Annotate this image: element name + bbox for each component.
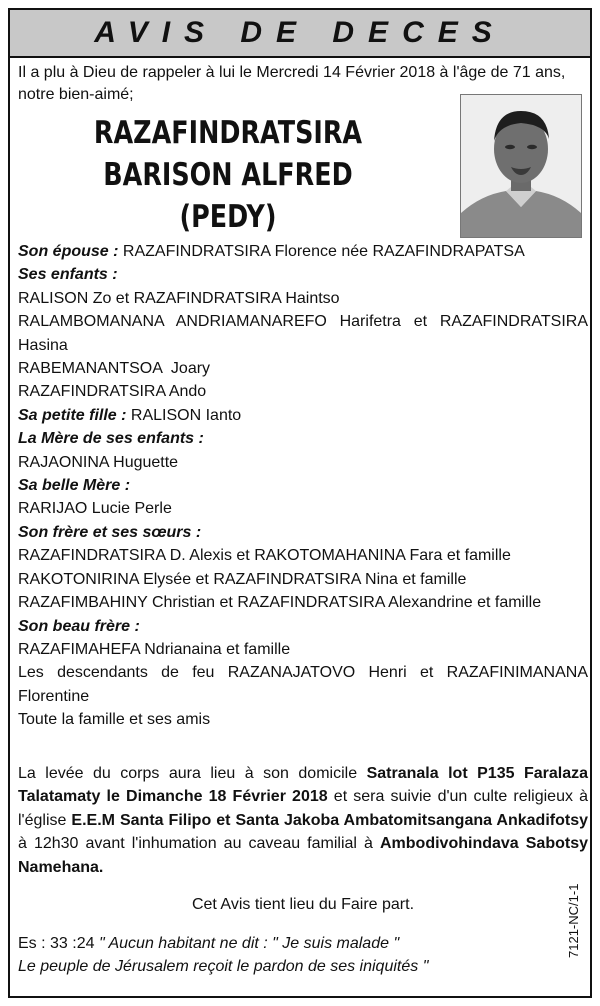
deceased-name-line-3: (PEDY) xyxy=(179,199,277,235)
title-bar xyxy=(10,10,590,58)
sibling-entry: RAZAFINDRATSIRA D. Alexis et RAKOTOMAHANINA Fara et famille xyxy=(18,547,511,565)
reference-code: 7121-NC/1-1 xyxy=(566,883,581,958)
child-entry: RABEMANANTSOA Joary xyxy=(18,360,211,378)
sibling-entry: RAKOTONIRINA Elysée et RAZAFINDRATSIRA Nina et famille xyxy=(18,570,467,588)
ceremony-church: E.E.M Santa Filipo et Santa Jakoba Ambatomitsangana Ankadifotsy xyxy=(71,811,588,829)
mother-of-children-label: La Mère de ses enfants : xyxy=(18,430,204,448)
children-label: Ses enfants : xyxy=(18,266,118,284)
deceased-name xyxy=(56,112,400,238)
granddaughter-name: RALISON Ianto xyxy=(130,406,242,424)
child-entry: RALISON Zo et RAZAFINDRATSIRA Haintso xyxy=(18,289,340,307)
brother-in-law-name: RAZAFIMAHEFA Ndrianaina et famille xyxy=(18,640,291,658)
mother-in-law-label: Sa belle Mère : xyxy=(18,477,131,495)
child-entry: RALAMBOMANANA ANDRIAMANAREFO Harifetra et RAZAFINDRATSIRA Hasina xyxy=(18,313,588,354)
bible-verse xyxy=(18,932,558,978)
intro-line-2: notre bien-aimé; xyxy=(18,86,134,103)
page-title: AVIS DE DECES xyxy=(94,16,506,49)
verse-line-1 xyxy=(18,932,558,955)
spouse-row xyxy=(18,240,588,263)
granddaughter-label: Sa petite fille : xyxy=(18,406,127,424)
mother-in-law-name: RARIJAO Lucie Perle xyxy=(18,500,172,518)
verse-quote-1: " Aucun habitant ne dit : " Je suis malade " xyxy=(94,935,400,952)
deceased-name-line-1: RAZAFINDRATSIRA xyxy=(93,115,363,151)
child-entry: RAZAFINDRATSIRA Ando xyxy=(18,383,207,401)
deceased-name-line-2: BARISON ALFRED xyxy=(103,157,353,193)
ceremony-text-3: à 12h30 avant l'inhumation au caveau familial à xyxy=(18,835,380,853)
ceremony-paragraph xyxy=(18,762,588,879)
ceremony-address: Satranala lot P135 Faralaza Talatamaty le Dimanche 18 Février 2018 xyxy=(18,765,588,806)
brother-in-law-label: Son beau frère : xyxy=(18,617,140,635)
family-and-friends-line: Toute la famille et ses amis xyxy=(18,711,211,729)
siblings-label: Son frère et ses sœurs : xyxy=(18,523,202,541)
portrait-photo xyxy=(460,94,582,238)
mother-of-children-name: RAJAONINA Huguette xyxy=(18,453,179,471)
granddaughter-row xyxy=(18,404,588,427)
verse-reference: Es : 33 :24 xyxy=(18,935,95,952)
ceremony-burial-place: Ambodivohindava Sabotsy Namehana. xyxy=(18,835,588,876)
spouse-name: RAZAFINDRATSIRA Florence née RAZAFINDRAPATSA xyxy=(122,243,525,260)
intro-line-1: Il a plu à Dieu de rappeler à lui le Mercredi 14 Février 2018 à l'âge de 71 ans, xyxy=(18,64,566,81)
family-list xyxy=(18,240,588,732)
descendants-line: Les descendants de feu RAZANAJATOVO Henri et RAZAFINIMANANA Florentine xyxy=(18,664,588,705)
spouse-label: Son épouse : xyxy=(18,243,119,260)
notice-statement: Cet Avis tient lieu du Faire part. xyxy=(191,896,415,913)
ceremony-text-2: et sera suivie d'un culte religieux à l'église xyxy=(18,788,589,829)
portrait-photo-icon xyxy=(461,95,581,237)
verse-quote-2: Le peuple de Jérusalem reçoit le pardon de ses iniquités " xyxy=(18,958,429,975)
sibling-entry: RAZAFIMBAHINY Christian et RAZAFINDRATSIRA Alexandrine et famille xyxy=(18,594,542,612)
ceremony-text-1: La levée du corps aura lieu à son domicile xyxy=(18,765,367,782)
